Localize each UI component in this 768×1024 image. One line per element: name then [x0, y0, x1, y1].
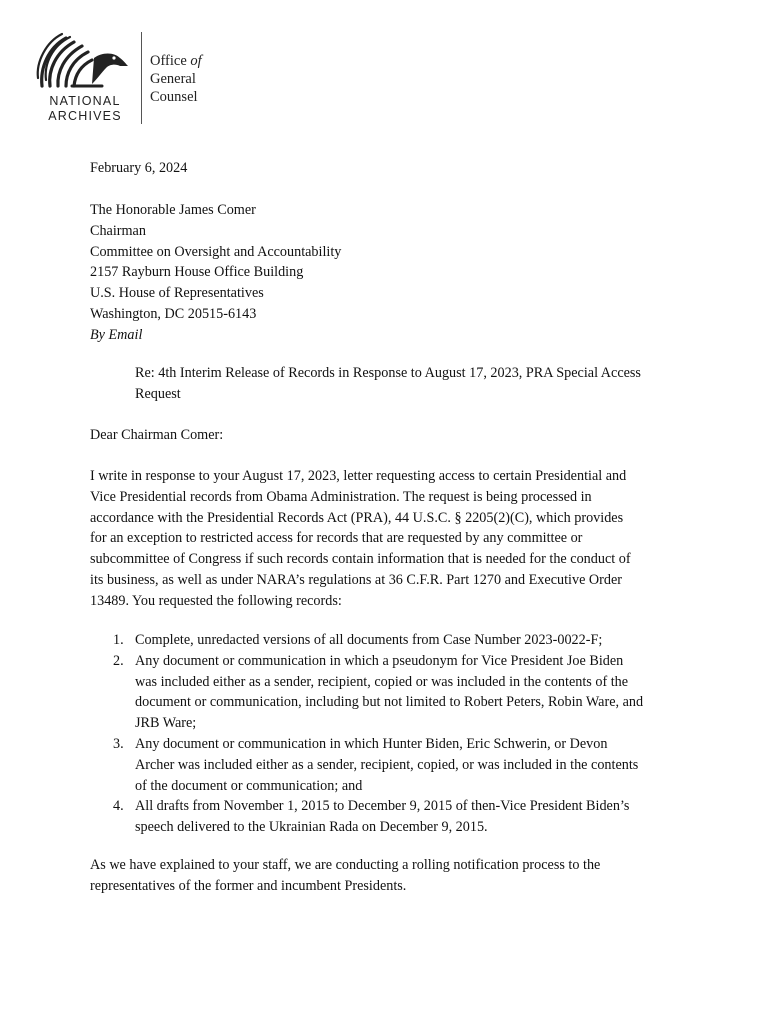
- subject-line: Re: 4th Interim Release of Records in Response to August 17, 2023, PRA Special Access Request: [135, 365, 641, 402]
- logo-text-national: NATIONAL: [49, 94, 121, 108]
- national-archives-logo: [28, 22, 138, 126]
- recipient-name: The Honorable James Comer: [90, 202, 256, 218]
- office-line-3: Counsel: [150, 89, 198, 105]
- recipient-address: [90, 200, 690, 346]
- delivery-method: By Email: [90, 326, 143, 343]
- salutation: Dear Chairman Comer:: [90, 427, 224, 443]
- letterhead: [28, 22, 288, 130]
- letter-date: February 6, 2024: [90, 160, 188, 176]
- office-line-2: General: [150, 71, 196, 87]
- recipient-building: 2157 Rayburn House Office Building: [90, 264, 304, 281]
- recipient-title: Chairman: [90, 222, 146, 239]
- letterhead-divider: [141, 32, 142, 124]
- requested-records-list: [90, 630, 690, 838]
- office-name: [150, 52, 202, 106]
- recipient-city: Washington, DC 20515-6143: [90, 305, 257, 322]
- logo-text-archives: ARCHIVES: [48, 109, 122, 123]
- paragraph-notification: As we have explained to your staff, we are conducting a rolling notification process to the representatives of the former and incumbent Presidents.: [90, 857, 601, 894]
- recipient-house: U.S. House of Representatives: [90, 285, 264, 302]
- eagle-icon: [32, 28, 132, 94]
- paragraph-intro: I write in response to your August 17, 2023, letter requesting access to certain Presidential and Vice Presidential records from Obama Administration. The request is being processed in accordance with the Presidential Records Act (PRA), 44 U.S.C. § 2205(2)(C), which provides for an exception to restricted access for records that are requested by any committee or subcommittee of Congress if such records contain information that is needed for the conduct of its business, as well as under NARA’s regulations at 36 C.F.R. Part 1270 and Executive Order 13489. You requested the following records:: [90, 468, 631, 609]
- list-item: 2. Any document or communication in which a pseudonym for Vice President Joe Biden was included either as a sender, recipient, copied or was included in the contents of the document or communication, including but not limited to Robert Peters, Robin Ware, and JRB Ware;: [113, 652, 644, 732]
- office-line-1: Office of: [150, 53, 202, 69]
- list-item: 3. Any document or communication in which Hunter Biden, Eric Schwerin, or Devon Archer was included either as a sender, recipient, copied, or was included in the contents of the document or communication; and: [113, 735, 639, 794]
- list-item: 4. All drafts from November 1, 2015 to December 9, 2015 of then-Vice President Biden’s speech delivered to the Ukrainian Rada on December 9, 2015.: [113, 798, 630, 836]
- recipient-committee: Committee on Oversight and Accountability: [90, 243, 342, 260]
- list-item: 1. Complete, unredacted versions of all documents from Case Number 2023-0022-F;: [113, 632, 603, 648]
